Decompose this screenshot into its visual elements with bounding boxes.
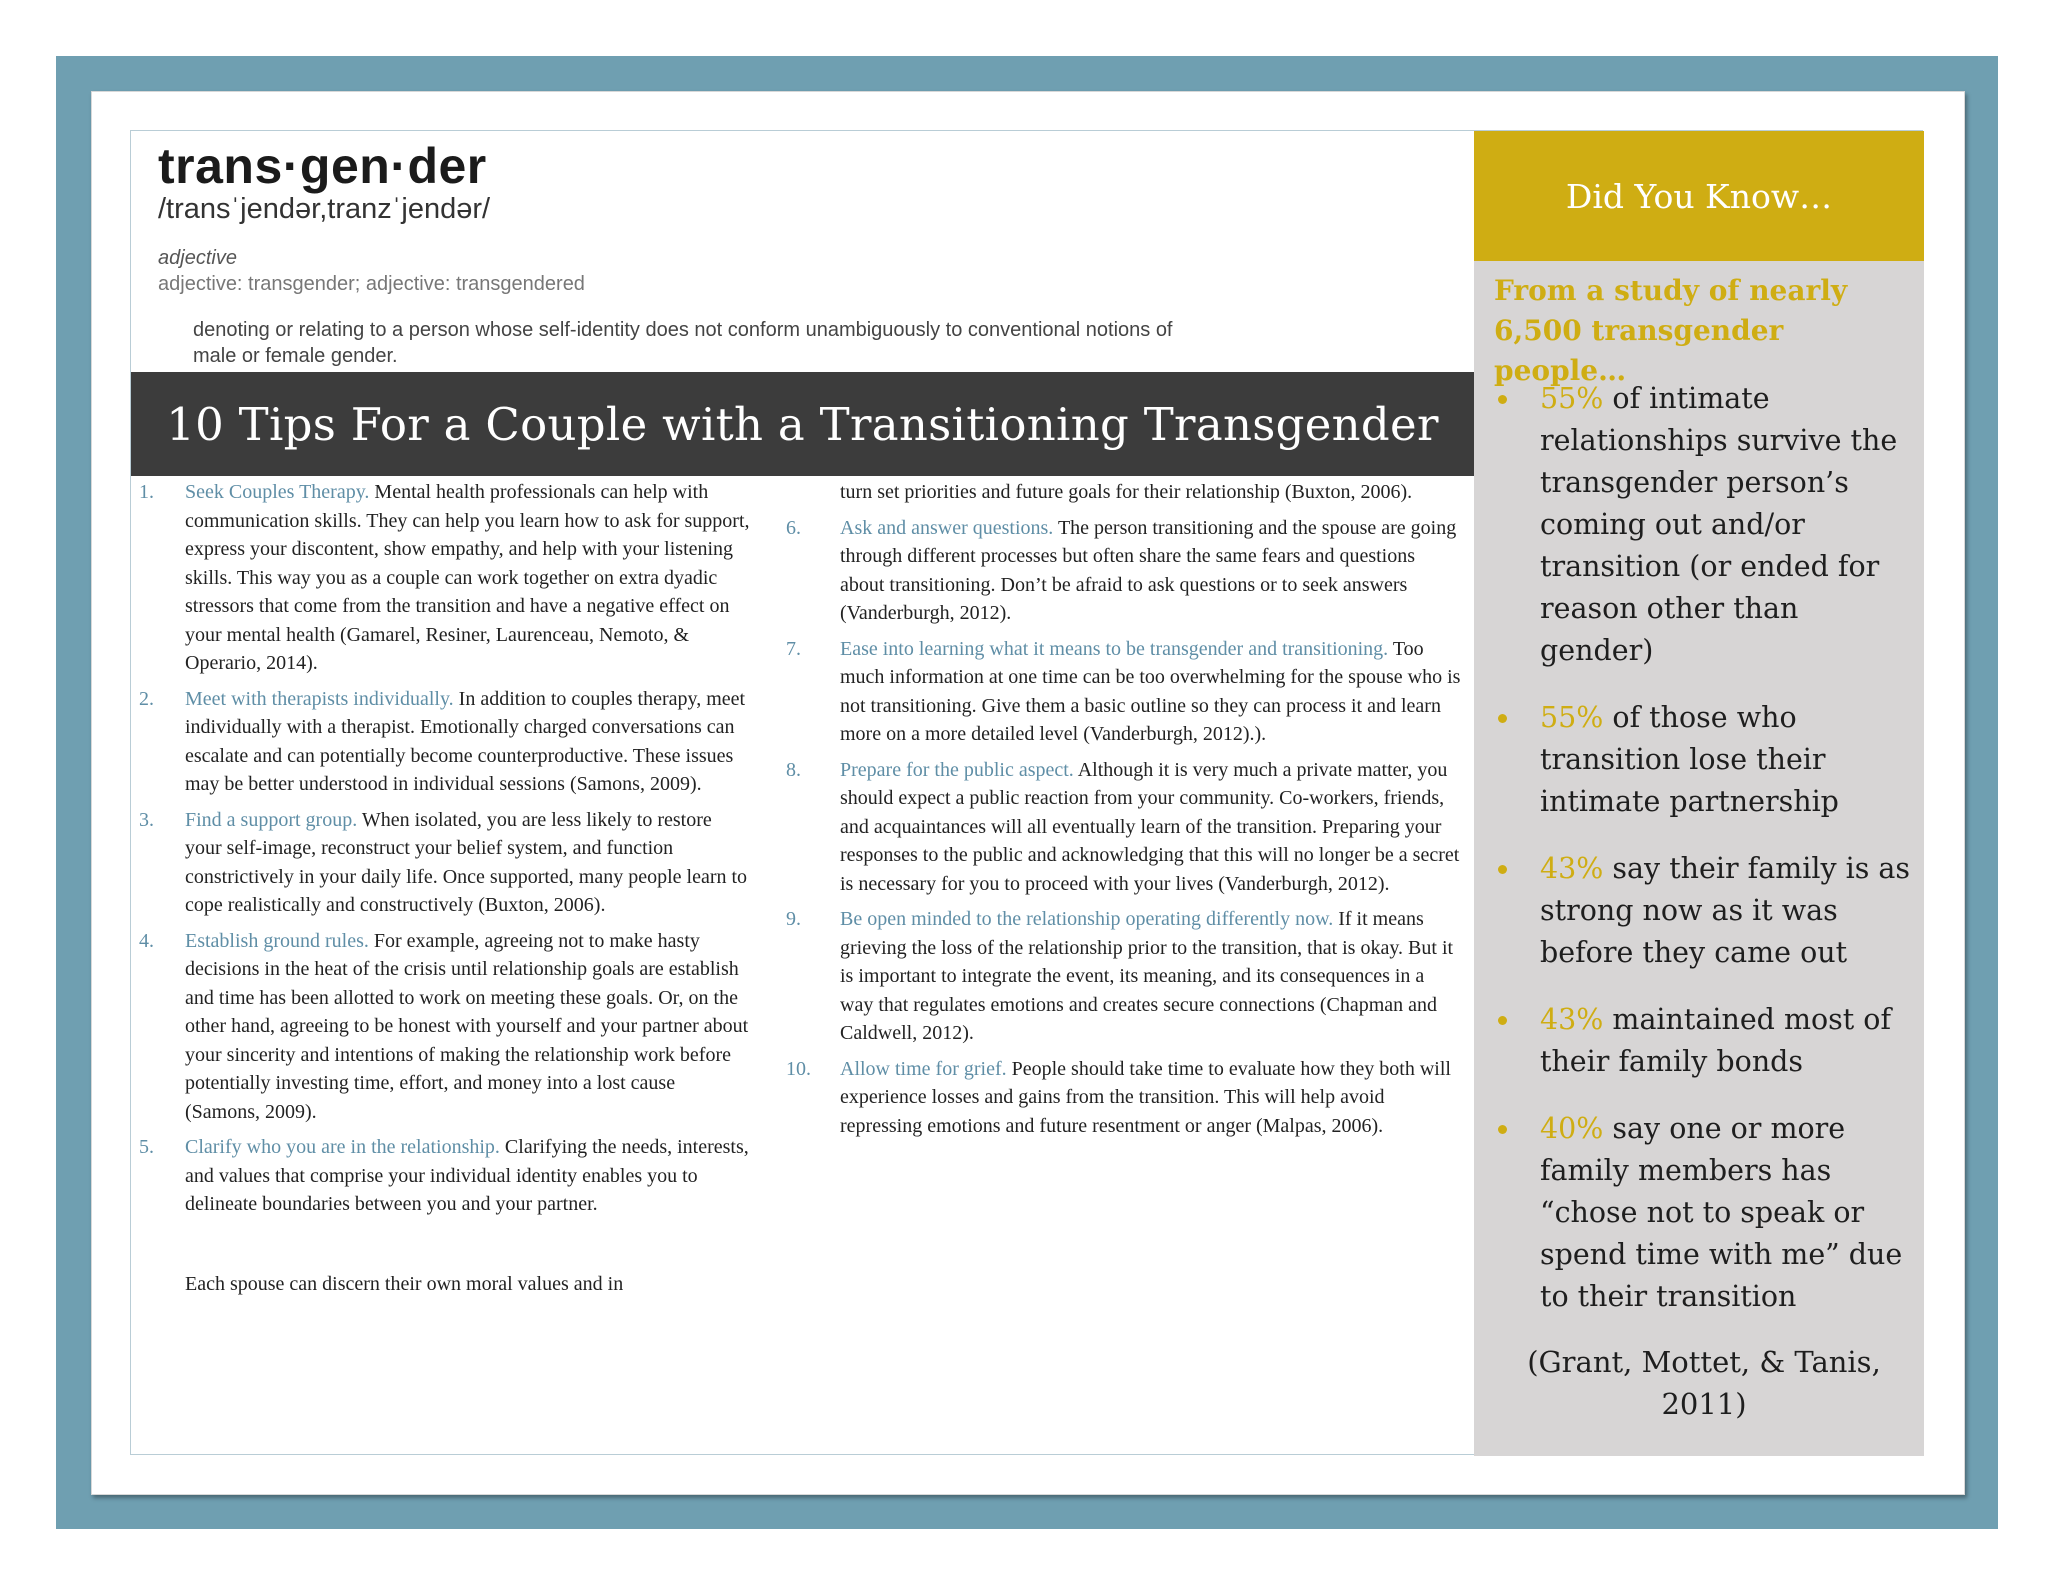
tip-number: 10. [786,1057,811,1080]
tip-heading: Find a support group. [185,808,358,831]
tip-item [786,514,1461,628]
tip-text: Mental health professionals can help with communication skills. They can help you learn how to ask for support, express your discontent, show empathy, and help with your listening skills. This way you as a couple can work together on extra dyadic stressors that come from the transition and have a negative effect on your mental health (Gamarel, Resiner, Laurenceau, Nemoto, & Operario, 2014). [185,481,750,674]
fact-text: say their family is as strong now as it was before they came out [1540,852,1911,969]
tip-heading: Seek Couples Therapy. [185,481,370,503]
tip-continuation: turn set priorities and future goals for their relationship (Buxton, 2006). [840,481,1413,503]
tip-number: 1. [139,481,154,503]
tips-column-right [786,478,1461,1147]
did-you-know-sidebar [1474,131,1924,1456]
fact-item [1494,697,1914,823]
tip-item [786,756,1461,899]
dictionary-definition [131,131,1474,372]
tip-text: For example, agreeing not to make hasty decisions in the heat of the crisis until relationship goals are establish and time has been allotted to work on meeting these goals. Or, on the other hand, agreeing to be honest with yourself and your partner about your sincerity and intentions of making the relationship work before potentially investing time, effort, and money into a lost cause (Samons, 2009). [185,929,749,1123]
definition-part-of-speech: adjective [158,247,237,269]
sidebar-header: Did You Know… [1474,131,1924,261]
fact-item [1494,848,1914,974]
tip-item [786,905,1461,1048]
fact-item [1494,999,1914,1083]
tip-heading: Meet with therapists individually. [185,687,454,710]
tip-heading: Be open minded to the relationship operating differently now. [840,908,1334,930]
sidebar-intro: From a study of nearly 6,500 transgender people… [1494,274,1848,387]
facts-list [1494,378,1914,1343]
tip-item [131,806,751,920]
sidebar-citation: (Grant, Mottet, & Tanis, 2011) [1527,1345,1881,1421]
tip-number: 6. [786,516,801,539]
bullet-icon [1498,1125,1507,1134]
tip-text: Although it is very much a private matter, you should expect a public reaction from your community. Co-workers, friends, and acquaintances will all eventually learn of the transition. Preparing your responses to the public and acknowledging that this will no longer be a secret is necessary for you to proceed with your lives (Vanderburgh, 2012). [840,758,1460,895]
title-banner [131,372,1474,476]
tip-number: 4. [139,929,154,952]
fact-percent: 43% [1540,852,1604,885]
tips-column-left [131,478,751,1298]
bullet-icon [1498,1016,1507,1025]
definition-word: trans·gen·der [158,138,487,194]
tip-text: If it means grieving the loss of the relationship prior to the transition, that is okay. But it is important to integrate the event, its meaning, and its consequences in a way that regulates emotions and creates secure connections (Chapman and Caldwell, 2012). [840,908,1454,1044]
definition-forms: adjective: transgender; adjective: transgendered [158,273,585,295]
tip-heading: Clarify who you are in the relationship. [185,1136,500,1158]
tip-heading: Allow time for grief. [840,1057,1007,1080]
bullet-icon [1498,395,1507,404]
fact-percent: 40% [1540,1112,1604,1145]
fact-percent: 55% [1540,701,1604,734]
flyer-content [130,130,1923,1455]
tip-item [131,1133,751,1219]
bullet-icon [1498,714,1507,723]
tip-item [131,685,751,799]
tip-item [131,927,751,1127]
fact-percent: 43% [1540,1003,1604,1036]
definition-pronunciation: /transˈjendər,tranzˈjendər/ [158,193,491,225]
bullet-icon [1498,865,1507,874]
tip-number: 3. [139,808,154,831]
fact-item [1494,378,1914,672]
tip-heading: Prepare for the public aspect. [840,758,1074,781]
fact-text: maintained most of their family bonds [1540,1003,1892,1078]
tip-heading: Establish ground rules. [185,929,369,952]
page-title: 10 Tips For a Couple with a Transitioning Transgender [166,397,1439,451]
tip-number: 2. [139,687,154,710]
tip-text: In addition to couples therapy, meet individually with a therapist. Emotionally charged conversations can escalate and can potentially become counterproductive. These issues may be better understood in individual sessions (Samons, 2009). [185,687,746,795]
fact-percent: 55% [1540,382,1604,415]
tip-number: 8. [786,758,801,781]
tip-item [786,635,1461,749]
tip-text: Clarifying the needs, interests, and values that comprise your individual identity enables you to delineate boundaries between you and your partner. [185,1136,749,1215]
tip-text: The person transitioning and the spouse are going through different processes but often share the same fears and questions about transitioning. Don’t be afraid to ask questions or to seek answers (Vanderburgh, 2012). [840,516,1457,624]
fact-text: say one or more family members has “chose not to speak or spend time with me” due to their transition [1540,1112,1903,1313]
tip-heading: Ease into learning what it means to be transgender and transitioning. [840,637,1389,660]
tip-item [786,1055,1461,1141]
fact-item [1494,1108,1914,1318]
tip-number: 5. [139,1136,154,1158]
tip-continuation: Each spouse can discern their own moral values and in [185,1272,624,1295]
tip-number: 9. [786,908,801,930]
definition-meaning: denoting or relating to a person whose self-identity does not conform unambiguously to conventional notions of male or female gender. [193,319,1173,367]
fact-text: of intimate relationships survive the transgender person’s coming out and/or transition (or ended for reason other than gender) [1540,382,1898,667]
tip-number: 7. [786,637,801,660]
tip-text: When isolated, you are less likely to restore your self-image, reconstruct your belief system, and function constrictively in your daily life. Once supported, many people learn to cope realistically and constructively (Buxton, 2006). [185,808,748,916]
tip-text: People should take time to evaluate how they both will experience losses and gains from the transition. This will help avoid repressing emotions and future resentment or anger (Malpas, 2006). [840,1057,1451,1137]
tip-heading: Ask and answer questions. [840,516,1054,539]
tip-text: Too much information at one time can be too overwhelming for the spouse who is not transitioning. Give them a basic outline so they can process it and learn more on a more detailed level (Vanderburgh, 2012).). [840,637,1461,745]
tip-item [131,478,751,678]
fact-text: of those who transition lose their intimate partnership [1540,701,1839,818]
